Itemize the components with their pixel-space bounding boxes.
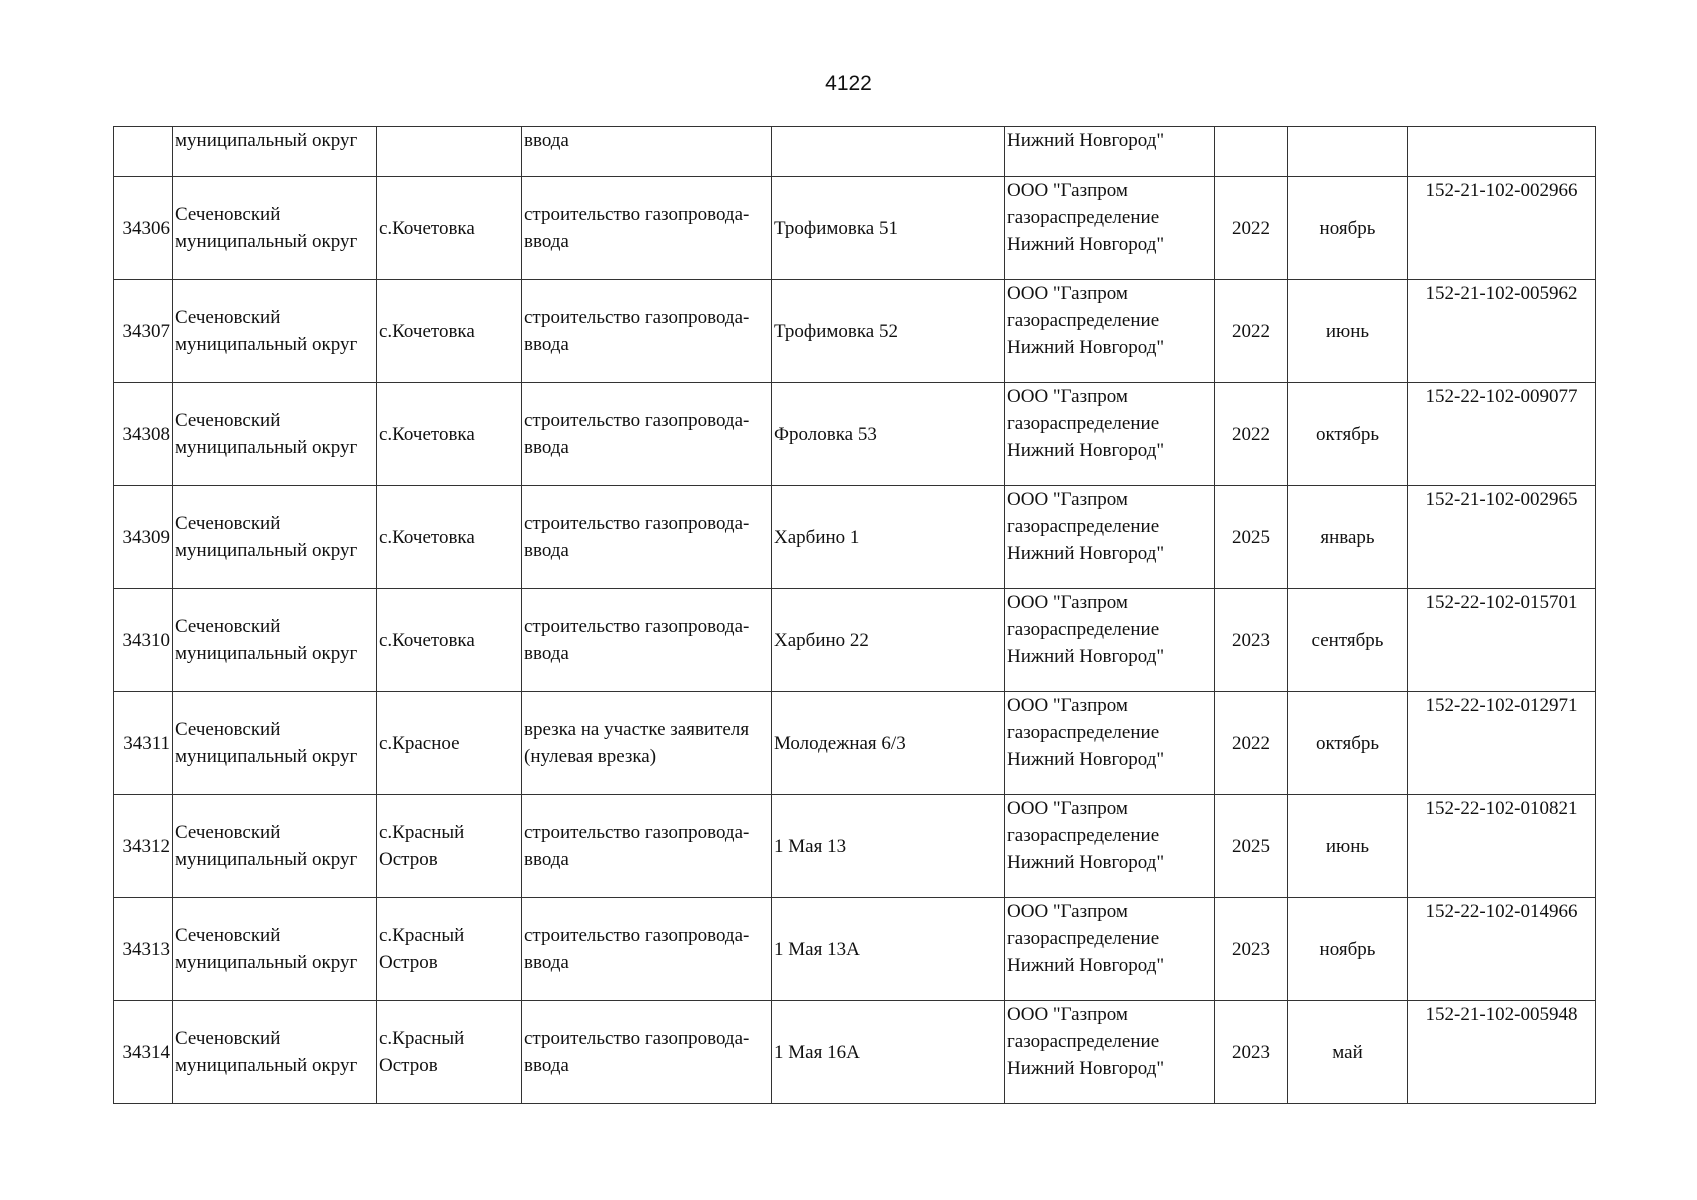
cell-district — [173, 589, 377, 692]
cell-district-line: муниципальный округ — [175, 952, 358, 973]
cell-organization: Нижний Новгород" — [1005, 127, 1215, 177]
cell-settlement-line: Остров — [379, 952, 438, 973]
page-number: 4122 — [825, 72, 872, 95]
gas-connection-register-table — [113, 126, 1596, 1104]
cell-district-line: Сеченовский — [175, 925, 281, 946]
cell-organization — [1005, 589, 1215, 692]
cell-month: июнь — [1288, 280, 1408, 383]
cell-organization-line: Нижний Новгород" — [1007, 440, 1165, 461]
cell-organization-line: Нижний Новгород" — [1007, 543, 1165, 564]
cell-year: 2023 — [1215, 589, 1288, 692]
cell-settlement — [377, 898, 522, 1001]
cell-code — [1408, 127, 1596, 177]
cell-month: сентябрь — [1288, 589, 1408, 692]
cell-work-type-line: ввода — [524, 231, 569, 252]
cell-organization — [1005, 795, 1215, 898]
cell-code: 152-22-102-009077 — [1408, 383, 1596, 486]
cell-district — [173, 692, 377, 795]
cell-year: 2022 — [1215, 280, 1288, 383]
cell-district-line: муниципальный округ — [175, 1055, 358, 1076]
cell-work-type-line: строительство газопровода- — [524, 204, 750, 225]
cell-organization-line: Нижний Новгород" — [1007, 646, 1165, 667]
cell-work-type — [522, 898, 772, 1001]
cell-code: 152-22-102-014966 — [1408, 898, 1596, 1001]
cell-address — [772, 127, 1005, 177]
cell-settlement-line: с.Красное — [379, 732, 460, 754]
cell-organization-line: ООО "Газпром — [1007, 1004, 1128, 1025]
cell-district-line: Сеченовский — [175, 513, 281, 534]
cell-code: 152-21-102-005962 — [1408, 280, 1596, 383]
cell-code: 152-22-102-010821 — [1408, 795, 1596, 898]
cell-number: 34311 — [114, 692, 173, 795]
cell-code: 152-22-102-012971 — [1408, 692, 1596, 795]
cell-work-type — [522, 486, 772, 589]
cell-number: 34313 — [114, 898, 173, 1001]
cell-address: Харбино 1 — [772, 486, 1005, 589]
cell-address: 1 Мая 13А — [772, 898, 1005, 1001]
cell-organization-line: ООО "Газпром — [1007, 695, 1128, 716]
table-row — [114, 692, 1596, 795]
cell-month: май — [1288, 1001, 1408, 1104]
cell-settlement-line: Остров — [379, 1055, 438, 1076]
cell-work-type-line: строительство газопровода- — [524, 925, 750, 946]
cell-settlement-line: с.Кочетовка — [379, 526, 475, 548]
table-row — [114, 486, 1596, 589]
cell-year: 2023 — [1215, 1001, 1288, 1104]
cell-year: 2023 — [1215, 898, 1288, 1001]
cell-organization-line: ООО "Газпром — [1007, 489, 1128, 510]
cell-year: 2022 — [1215, 177, 1288, 280]
cell-organization-line: ООО "Газпром — [1007, 180, 1128, 201]
cell-organization-line: газораспределение — [1007, 928, 1160, 949]
cell-settlement — [377, 1001, 522, 1104]
cell-settlement — [377, 795, 522, 898]
cell-settlement — [377, 589, 522, 692]
cell-district-line: Сеченовский — [175, 307, 281, 328]
cell-settlement — [377, 486, 522, 589]
cell-organization-line: газораспределение — [1007, 619, 1160, 640]
cell-organization-line: Нижний Новгород" — [1007, 955, 1165, 976]
cell-work-type-line: ввода — [524, 643, 569, 664]
cell-work-type — [522, 795, 772, 898]
cell-year: 2025 — [1215, 795, 1288, 898]
cell-year — [1215, 127, 1288, 177]
cell-district — [173, 486, 377, 589]
cell-organization-line: ООО "Газпром — [1007, 592, 1128, 613]
cell-settlement-line: с.Кочетовка — [379, 320, 475, 342]
cell-month: ноябрь — [1288, 898, 1408, 1001]
cell-district-line: муниципальный округ — [175, 437, 358, 458]
cell-work-type-line: строительство газопровода- — [524, 1028, 750, 1049]
cell-settlement — [377, 177, 522, 280]
cell-district — [173, 383, 377, 486]
cell-work-type-line: ввода — [524, 952, 569, 973]
table-row — [114, 898, 1596, 1001]
cell-settlement — [377, 383, 522, 486]
cell-organization-line: Нижний Новгород" — [1007, 852, 1165, 873]
cell-work-type — [522, 177, 772, 280]
cell-settlement-line: с.Красный — [379, 822, 465, 843]
table-row — [114, 280, 1596, 383]
cell-month: октябрь — [1288, 692, 1408, 795]
table-row — [114, 795, 1596, 898]
cell-year: 2025 — [1215, 486, 1288, 589]
cell-organization-line: ООО "Газпром — [1007, 283, 1128, 304]
cell-organization-line: ООО "Газпром — [1007, 798, 1128, 819]
cell-organization-line: ООО "Газпром — [1007, 386, 1128, 407]
cell-work-type-line: врезка на участке заявителя — [524, 719, 750, 740]
cell-address: 1 Мая 13 — [772, 795, 1005, 898]
cell-organization-line: Нижний Новгород" — [1007, 337, 1165, 358]
cell-settlement-line: с.Красный — [379, 925, 465, 946]
cell-settlement-line: с.Кочетовка — [379, 423, 475, 445]
cell-work-type — [522, 589, 772, 692]
cell-organization-line: газораспределение — [1007, 413, 1160, 434]
cell-district — [173, 280, 377, 383]
cell-year: 2022 — [1215, 383, 1288, 486]
cell-settlement-line: Остров — [379, 849, 438, 870]
cell-address: Молодежная 6/3 — [772, 692, 1005, 795]
cell-district-line: муниципальный округ — [175, 849, 358, 870]
cell-number: 34308 — [114, 383, 173, 486]
cell-work-type-line: ввода — [524, 334, 569, 355]
cell-work-type-line: строительство газопровода- — [524, 410, 750, 431]
cell-organization-line: газораспределение — [1007, 1031, 1160, 1052]
cell-settlement — [377, 127, 522, 177]
cell-month: ноябрь — [1288, 177, 1408, 280]
cell-work-type-line: (нулевая врезка) — [524, 746, 657, 767]
cell-settlement-line: с.Кочетовка — [379, 629, 475, 651]
cell-organization-line: газораспределение — [1007, 310, 1160, 331]
cell-settlement — [377, 280, 522, 383]
cell-address: Трофимовка 52 — [772, 280, 1005, 383]
cell-settlement-line: с.Красный — [379, 1028, 465, 1049]
table-row — [114, 589, 1596, 692]
cell-organization-line: ООО "Газпром — [1007, 901, 1128, 922]
table-row — [114, 383, 1596, 486]
cell-month — [1288, 127, 1408, 177]
cell-organization-line: Нижний Новгород" — [1007, 749, 1165, 770]
table-row — [114, 177, 1596, 280]
cell-number: 34306 — [114, 177, 173, 280]
cell-number: 34314 — [114, 1001, 173, 1104]
cell-month: июнь — [1288, 795, 1408, 898]
table-row — [114, 1001, 1596, 1104]
cell-organization-line: Нижний Новгород" — [1007, 1058, 1165, 1079]
cell-organization-line: газораспределение — [1007, 825, 1160, 846]
table-body — [114, 127, 1596, 1104]
cell-settlement — [377, 692, 522, 795]
cell-district-line: муниципальный округ — [175, 540, 358, 561]
cell-district-line: Сеченовский — [175, 410, 281, 431]
cell-organization — [1005, 486, 1215, 589]
cell-work-type-line: ввода — [524, 849, 569, 870]
cell-month: январь — [1288, 486, 1408, 589]
cell-code: 152-21-102-002965 — [1408, 486, 1596, 589]
cell-district-line: муниципальный округ — [175, 746, 358, 767]
cell-work-type-line: ввода — [524, 1055, 569, 1076]
cell-organization — [1005, 383, 1215, 486]
cell-number: 34309 — [114, 486, 173, 589]
cell-address: Харбино 22 — [772, 589, 1005, 692]
cell-district-line: Сеченовский — [175, 616, 281, 637]
cell-district-line: муниципальный округ — [175, 231, 358, 252]
cell-organization-line: Нижний Новгород" — [1007, 234, 1165, 255]
cell-organization — [1005, 692, 1215, 795]
cell-district-line: Сеченовский — [175, 719, 281, 740]
cell-organization-line: газораспределение — [1007, 516, 1160, 537]
cell-month: октябрь — [1288, 383, 1408, 486]
cell-district — [173, 1001, 377, 1104]
cell-code: 152-21-102-002966 — [1408, 177, 1596, 280]
cell-district — [173, 177, 377, 280]
cell-district-line: Сеченовский — [175, 204, 281, 225]
cell-district-line: Сеченовский — [175, 822, 281, 843]
cell-work-type — [522, 692, 772, 795]
cell-district: муниципальный округ — [173, 127, 377, 177]
cell-number: 34312 — [114, 795, 173, 898]
cell-work-type: ввода — [522, 127, 772, 177]
cell-work-type-line: строительство газопровода- — [524, 307, 750, 328]
cell-district-line: Сеченовский — [175, 1028, 281, 1049]
cell-work-type-line: ввода — [524, 437, 569, 458]
cell-settlement-line: с.Кочетовка — [379, 217, 475, 239]
cell-work-type — [522, 280, 772, 383]
cell-year: 2022 — [1215, 692, 1288, 795]
cell-organization — [1005, 898, 1215, 1001]
cell-organization-line: газораспределение — [1007, 722, 1160, 743]
cell-number — [114, 127, 173, 177]
cell-work-type-line: ввода — [524, 540, 569, 561]
cell-district-line: муниципальный округ — [175, 334, 358, 355]
cell-code: 152-21-102-005948 — [1408, 1001, 1596, 1104]
cell-organization-line: газораспределение — [1007, 207, 1160, 228]
cell-number: 34310 — [114, 589, 173, 692]
cell-work-type — [522, 1001, 772, 1104]
cell-number: 34307 — [114, 280, 173, 383]
continuation-row — [114, 127, 1596, 177]
cell-work-type — [522, 383, 772, 486]
cell-organization — [1005, 1001, 1215, 1104]
cell-district — [173, 795, 377, 898]
cell-work-type-line: строительство газопровода- — [524, 616, 750, 637]
cell-work-type-line: строительство газопровода- — [524, 513, 750, 534]
cell-work-type-line: строительство газопровода- — [524, 822, 750, 843]
cell-code: 152-22-102-015701 — [1408, 589, 1596, 692]
cell-district — [173, 898, 377, 1001]
cell-address: 1 Мая 16А — [772, 1001, 1005, 1104]
cell-district-line: муниципальный округ — [175, 643, 358, 664]
cell-address: Фроловка 53 — [772, 383, 1005, 486]
cell-organization — [1005, 280, 1215, 383]
cell-organization — [1005, 177, 1215, 280]
cell-address: Трофимовка 51 — [772, 177, 1005, 280]
